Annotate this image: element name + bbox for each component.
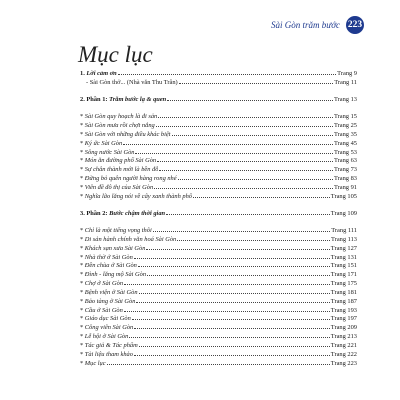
toc-entry-prefix: 1. bbox=[80, 70, 87, 77]
dot-leader bbox=[167, 100, 333, 101]
toc-entry-page: Trang 13 bbox=[333, 95, 357, 103]
toc-entry-page: Trang 35 bbox=[333, 130, 357, 138]
toc-entry-page: Trang 15 bbox=[333, 113, 357, 121]
toc-entry-page: Trang 109 bbox=[330, 209, 357, 217]
toc-entry-prefix: 3. Phần 2: bbox=[80, 209, 110, 217]
toc-entry-prefix: * bbox=[80, 148, 85, 156]
toc-entry-page: Trang 53 bbox=[333, 148, 357, 156]
toc-entry-title: Đình - lăng mộ Sài Gòn bbox=[84, 271, 147, 279]
toc-entry-title: Đừng bỏ quên người hàng rong nhé bbox=[84, 175, 177, 183]
toc-entry bbox=[80, 245, 357, 254]
toc-entry-label bbox=[80, 262, 137, 271]
toc-entry-label bbox=[80, 70, 117, 79]
toc-entry-label bbox=[80, 245, 145, 254]
toc-entry-title: Sông nước Sài Gòn bbox=[84, 148, 135, 156]
toc-entry-prefix: * bbox=[80, 315, 85, 323]
toc-entry-prefix: * bbox=[80, 192, 85, 200]
toc-entry-title: Viên đề đô thị của Sài Gòn bbox=[84, 183, 154, 191]
toc-entry-prefix: * bbox=[80, 350, 85, 358]
toc-entry bbox=[80, 236, 357, 245]
toc-entry bbox=[80, 210, 357, 219]
toc-entry-prefix: * bbox=[80, 333, 85, 341]
toc-entry-title: Tác giả & Tác phẩm bbox=[84, 341, 138, 349]
toc-entry bbox=[80, 271, 357, 280]
toc-entry-title: Khách sạn xưa Sài Gòn bbox=[84, 244, 146, 252]
dot-leader bbox=[134, 258, 330, 259]
toc-entry-page: Trang 105 bbox=[330, 192, 357, 200]
toc-entry bbox=[80, 254, 357, 263]
toc-entry bbox=[80, 307, 357, 316]
toc-entry-page: Trang 91 bbox=[333, 183, 357, 191]
toc-entry-page: Trang 131 bbox=[330, 253, 357, 261]
toc-entry bbox=[80, 289, 357, 298]
toc-entry-title: Chợ ở Sài Gòn bbox=[84, 280, 124, 288]
toc-entry-page: Trang 113 bbox=[331, 235, 357, 243]
dot-leader bbox=[193, 197, 330, 198]
toc-entry-prefix: * bbox=[80, 341, 85, 349]
toc-entry-title: Bước chậm thời gian bbox=[109, 209, 166, 217]
dot-leader bbox=[123, 144, 333, 145]
toc-entry-page: Trang 111 bbox=[331, 227, 357, 234]
dot-leader bbox=[138, 266, 330, 267]
toc-entry bbox=[80, 96, 357, 105]
toc-entry-page: Trang 151 bbox=[330, 262, 357, 270]
toc-entry-prefix: 2. Phần 1: bbox=[80, 95, 110, 103]
toc-entry-prefix: * bbox=[80, 139, 85, 147]
toc-entry bbox=[80, 342, 357, 351]
toc-entry-prefix: * bbox=[80, 121, 85, 129]
toc-entry bbox=[80, 315, 357, 324]
toc-entry-prefix: * bbox=[80, 244, 85, 252]
dot-leader bbox=[134, 355, 330, 356]
toc-entry-page: Trang 213 bbox=[330, 333, 357, 341]
toc-entry bbox=[80, 193, 357, 202]
dot-leader bbox=[118, 74, 336, 75]
toc-entry-label bbox=[80, 333, 128, 342]
page-header bbox=[271, 15, 364, 35]
toc-entry-prefix: * bbox=[80, 157, 85, 165]
toc-entry-title: Trăm bước lạ & quen bbox=[109, 95, 167, 103]
dot-leader bbox=[124, 311, 330, 312]
dot-leader bbox=[179, 83, 334, 84]
dot-leader bbox=[166, 214, 330, 215]
toc-entry-title: Di sản hành chính văn hoá Sài Gòn bbox=[84, 235, 177, 243]
toc-entry-page: Trang 175 bbox=[330, 280, 357, 288]
toc-entry-prefix: * bbox=[80, 113, 85, 121]
toc-entry-prefix: * bbox=[80, 306, 85, 314]
dot-leader bbox=[129, 337, 329, 338]
toc-entry-prefix: * bbox=[80, 130, 85, 138]
toc-entry-page: Trang 181 bbox=[330, 288, 357, 296]
toc-entry-title: Mục lục bbox=[84, 359, 106, 367]
toc-entry-page: Trang 223 bbox=[330, 359, 357, 367]
toc-entry-prefix: * bbox=[80, 359, 85, 367]
toc-entry bbox=[80, 113, 357, 122]
toc-entry-page: Trang 197 bbox=[330, 315, 357, 323]
toc-entry-label bbox=[80, 351, 133, 360]
toc-entry-label bbox=[80, 289, 138, 298]
toc-entry-label bbox=[80, 122, 155, 131]
toc-entry-label bbox=[80, 157, 156, 166]
toc-entry-page: Trang 209 bbox=[330, 324, 357, 332]
toc-entry-title: Đền chùa ở Sài Gòn bbox=[84, 262, 137, 270]
toc-entry-prefix: * bbox=[80, 297, 85, 305]
toc-entry-prefix: * bbox=[80, 166, 85, 174]
dot-leader bbox=[135, 153, 332, 154]
toc-entry-prefix: * bbox=[80, 280, 85, 288]
toc-entry-prefix: * bbox=[80, 235, 85, 243]
toc-entry-page: Trang 222 bbox=[330, 350, 357, 358]
toc-entry bbox=[80, 280, 357, 289]
toc-entry-label bbox=[80, 271, 146, 280]
toc-entry bbox=[80, 175, 357, 184]
toc-entry bbox=[80, 324, 357, 333]
dot-leader bbox=[139, 293, 330, 294]
page-number-badge: 223 bbox=[346, 16, 364, 34]
toc-entry-title: Sự chân thành mới là bền đỗ bbox=[84, 166, 159, 174]
toc-entry-page: Trang 9 bbox=[337, 70, 357, 77]
toc-entry-label bbox=[80, 324, 133, 333]
toc-entry-label bbox=[80, 236, 176, 245]
toc-entry-page: Trang 171 bbox=[330, 271, 357, 279]
table-of-contents bbox=[80, 70, 357, 369]
toc-entry-label bbox=[80, 175, 177, 184]
toc-entry bbox=[80, 333, 357, 342]
toc-entry-prefix: - bbox=[86, 78, 90, 86]
toc-entry-label bbox=[80, 254, 133, 263]
toc-entry-label bbox=[80, 210, 165, 219]
dot-leader bbox=[147, 275, 330, 276]
toc-entry-title: Lễ hội ở Sài Gòn bbox=[84, 333, 129, 341]
dot-leader bbox=[177, 240, 330, 241]
toc-entry bbox=[80, 131, 357, 140]
toc-entry bbox=[80, 149, 357, 158]
toc-entry-label bbox=[80, 298, 135, 307]
dot-leader bbox=[146, 249, 329, 250]
toc-entry-page: Trang 73 bbox=[333, 166, 357, 174]
toc-entry-page: Trang 63 bbox=[333, 157, 357, 165]
toc-entry-page: Trang 83 bbox=[333, 175, 357, 183]
toc-entry-title: Lời cảm ơn bbox=[86, 70, 117, 77]
toc-entry-title: Sài Gòn với những điều khác biệt bbox=[84, 130, 171, 138]
toc-entry-title: Món ăn đường phố Sài Gòn bbox=[84, 157, 157, 165]
toc-entry-label bbox=[80, 184, 153, 193]
dot-leader bbox=[154, 188, 333, 189]
toc-entry-label bbox=[80, 342, 138, 351]
toc-entry-title: Bệnh viện ở Sài Gòn bbox=[84, 288, 138, 296]
toc-entry-label bbox=[80, 131, 171, 140]
toc-entry-page: Trang 221 bbox=[330, 341, 357, 349]
toc-entry-label bbox=[80, 193, 192, 202]
toc-entry-label bbox=[80, 113, 157, 122]
dot-leader bbox=[153, 231, 331, 232]
dot-leader bbox=[136, 302, 329, 303]
toc-entry-label bbox=[80, 140, 122, 149]
dot-leader bbox=[124, 284, 330, 285]
toc-entry-title: Sài Gòn thở... (Nhà văn Thu Trân) bbox=[89, 78, 178, 86]
toc-entry-title: Tài liệu tham khảo bbox=[84, 350, 133, 358]
dot-leader bbox=[107, 364, 330, 365]
toc-entry-title: Ký ức Sài Gòn bbox=[84, 139, 123, 147]
toc-entry bbox=[80, 262, 357, 271]
toc-entry-prefix: * bbox=[80, 183, 85, 191]
toc-entry-label bbox=[80, 166, 158, 175]
toc-entry-page: Trang 25 bbox=[333, 121, 357, 129]
toc-entry-prefix: * bbox=[80, 288, 85, 296]
toc-entry-label bbox=[80, 280, 123, 289]
toc-entry-title: Nhà thờ ở Sài Gòn bbox=[84, 253, 133, 261]
toc-entry-label bbox=[80, 79, 178, 88]
toc-entry-label bbox=[80, 149, 134, 158]
toc-entry bbox=[80, 351, 357, 360]
toc-entry-page: Trang 45 bbox=[333, 139, 357, 147]
dot-leader bbox=[178, 179, 333, 180]
toc-entry bbox=[80, 157, 357, 166]
toc-entry-prefix: * bbox=[80, 175, 85, 183]
toc-entry bbox=[80, 140, 357, 149]
toc-entry-label bbox=[80, 96, 166, 105]
toc-entry-label bbox=[80, 360, 106, 369]
toc-entry bbox=[80, 122, 357, 131]
dot-leader bbox=[139, 346, 330, 347]
toc-entry-prefix: * bbox=[80, 227, 85, 234]
page-title: Mục lục bbox=[78, 42, 153, 67]
toc-entry bbox=[80, 298, 357, 307]
toc-entry-prefix: * bbox=[80, 271, 85, 279]
toc-entry bbox=[80, 70, 357, 79]
toc-entry-label bbox=[80, 315, 131, 324]
toc-entry-prefix: * bbox=[80, 253, 85, 261]
toc-entry-label bbox=[80, 227, 152, 236]
toc-entry-title: Nghĩa lão lăng nói về cây xanh thành phố bbox=[84, 192, 193, 200]
toc-entry-page: Trang 11 bbox=[334, 78, 357, 86]
toc-entry-page: Trang 127 bbox=[330, 244, 357, 252]
running-title: Sài Gòn trăm bước bbox=[271, 20, 340, 30]
dot-leader bbox=[156, 126, 333, 127]
dot-leader bbox=[158, 117, 333, 118]
dot-leader bbox=[159, 170, 333, 171]
toc-entry bbox=[80, 227, 357, 236]
dot-leader bbox=[157, 161, 333, 162]
toc-entry-title: Công viên Sài Gòn bbox=[84, 324, 134, 332]
toc-entry-page: Trang 187 bbox=[330, 297, 357, 305]
toc-entry-prefix: * bbox=[80, 262, 85, 270]
toc-entry bbox=[80, 360, 357, 369]
toc-entry-prefix: * bbox=[80, 324, 85, 332]
toc-entry bbox=[80, 166, 357, 175]
toc-entry-title: Cầu ở Sài Gòn bbox=[84, 306, 123, 314]
toc-entry bbox=[80, 184, 357, 193]
toc-entry-title: Sài Gòn quy hoạch là đi sản bbox=[84, 113, 158, 121]
dot-leader bbox=[132, 319, 330, 320]
toc-entry bbox=[80, 79, 357, 88]
dot-leader bbox=[134, 328, 330, 329]
toc-entry-label bbox=[80, 307, 123, 316]
dot-leader bbox=[172, 135, 333, 136]
toc-entry-page: Trang 193 bbox=[330, 306, 357, 314]
toc-entry-title: Sài Gòn mưa rồi chợt nắng bbox=[84, 121, 155, 129]
toc-entry-title: Bảo tàng ở Sài Gòn bbox=[84, 297, 136, 305]
toc-entry-title: Chỉ là một tiếng vọng thôi bbox=[84, 227, 152, 234]
toc-entry-title: Giáo dục Sài Gòn bbox=[84, 315, 131, 323]
